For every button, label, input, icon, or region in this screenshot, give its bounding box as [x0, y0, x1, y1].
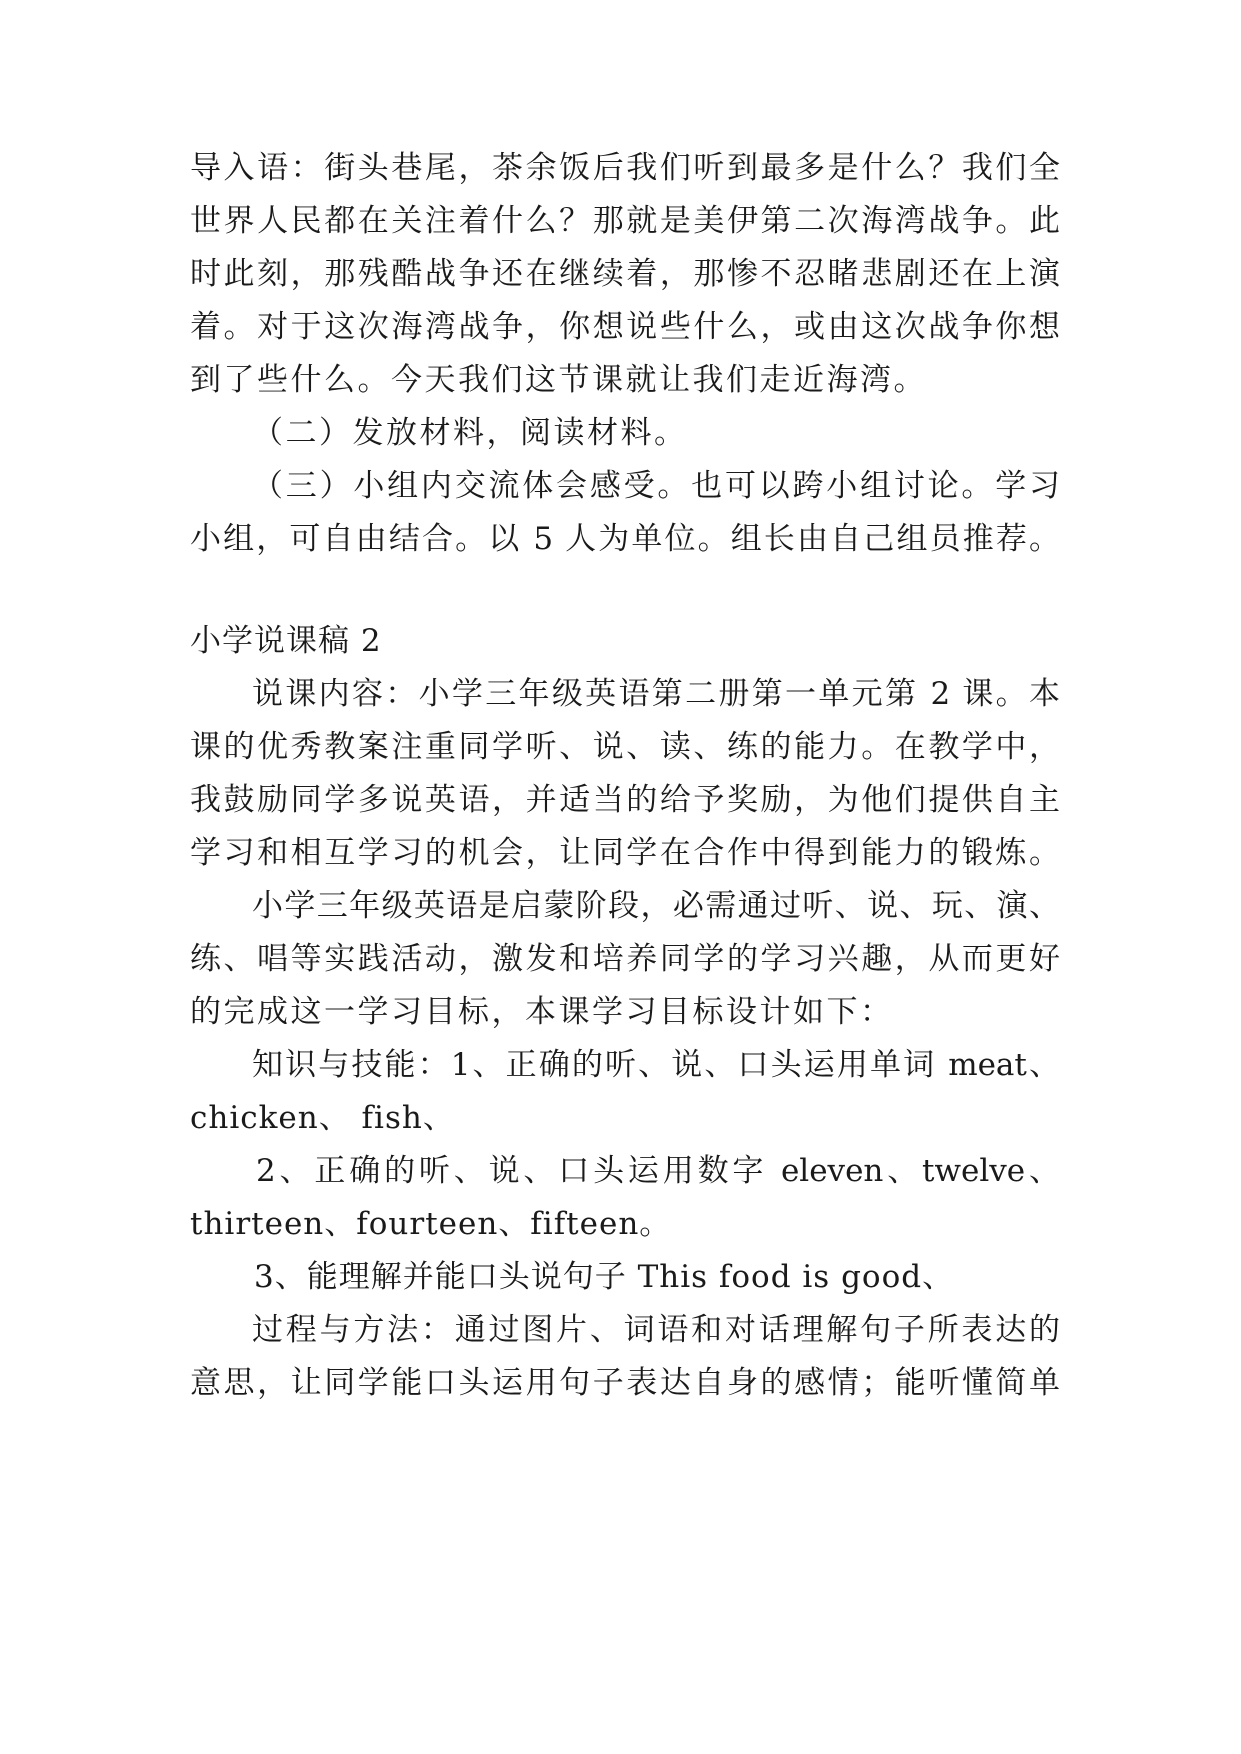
- paragraph-line: 时此刻，那残酷战争还在继续着，那惨不忍睹悲剧还在上演: [190, 256, 1060, 292]
- paragraph-line: 意思，让同学能口头运用句子表达自身的感情；能听懂简单: [190, 1365, 1060, 1401]
- paragraph-line: 小学三年级英语是启蒙阶段，必需通过听、说、玩、演、: [252, 888, 1060, 924]
- paragraph-line: （二）发放材料，阅读材料。: [252, 415, 688, 451]
- paragraph-line: 说课内容：小学三年级英语第二册第一单元第 2 课。本: [252, 676, 1060, 712]
- paragraph-line: 小组，可自由结合。以 5 人为单位。组长由自己组员推荐。: [190, 521, 1060, 557]
- paragraph-line: 的完成这一学习目标，本课学习目标设计如下：: [190, 994, 894, 1030]
- paragraph-line: （三）小组内交流体会感受。也可以跨小组讨论。学习: [252, 468, 1060, 504]
- paragraph-line: 知识与技能：1、正确的听、说、口头运用单词 meat、: [252, 1047, 1060, 1083]
- paragraph-line: chicken、 fish、: [190, 1100, 455, 1136]
- paragraph-line: 到了些什么。今天我们这节课就让我们走近海湾。: [190, 362, 927, 398]
- paragraph-line: 练、唱等实践活动，激发和培养同学的学习兴趣，从而更好: [190, 941, 1060, 977]
- paragraph-line: 3、能理解并能口头说句子 This food is good、: [254, 1259, 955, 1295]
- paragraph-line: thirteen、fourteen、fifteen。: [190, 1206, 672, 1242]
- paragraph-line: 2、正确的听、说、口头运用数字 eleven、twelve、: [256, 1153, 1060, 1189]
- paragraph-line: 过程与方法：通过图片、词语和对话理解句子所表达的: [252, 1312, 1060, 1348]
- paragraph-line: 课的优秀教案注重同学听、说、读、练的能力。在教学中，: [190, 729, 1060, 765]
- paragraph-line: 学习和相互学习的机会，让同学在合作中得到能力的锻炼。: [190, 835, 1060, 871]
- paragraph-line: 世界人民都在关注着什么？那就是美伊第二次海湾战争。此: [190, 203, 1060, 239]
- paragraph-line: 着。对于这次海湾战争，你想说些什么，或由这次战争你想: [190, 309, 1060, 345]
- paragraph-line: 导入语：街头巷尾，茶余饭后我们听到最多是什么？我们全: [190, 150, 1060, 186]
- section-title: 小学说课稿 2: [190, 623, 382, 659]
- paragraph-line: 我鼓励同学多说英语，并适当的给予奖励，为他们提供自主: [190, 782, 1060, 818]
